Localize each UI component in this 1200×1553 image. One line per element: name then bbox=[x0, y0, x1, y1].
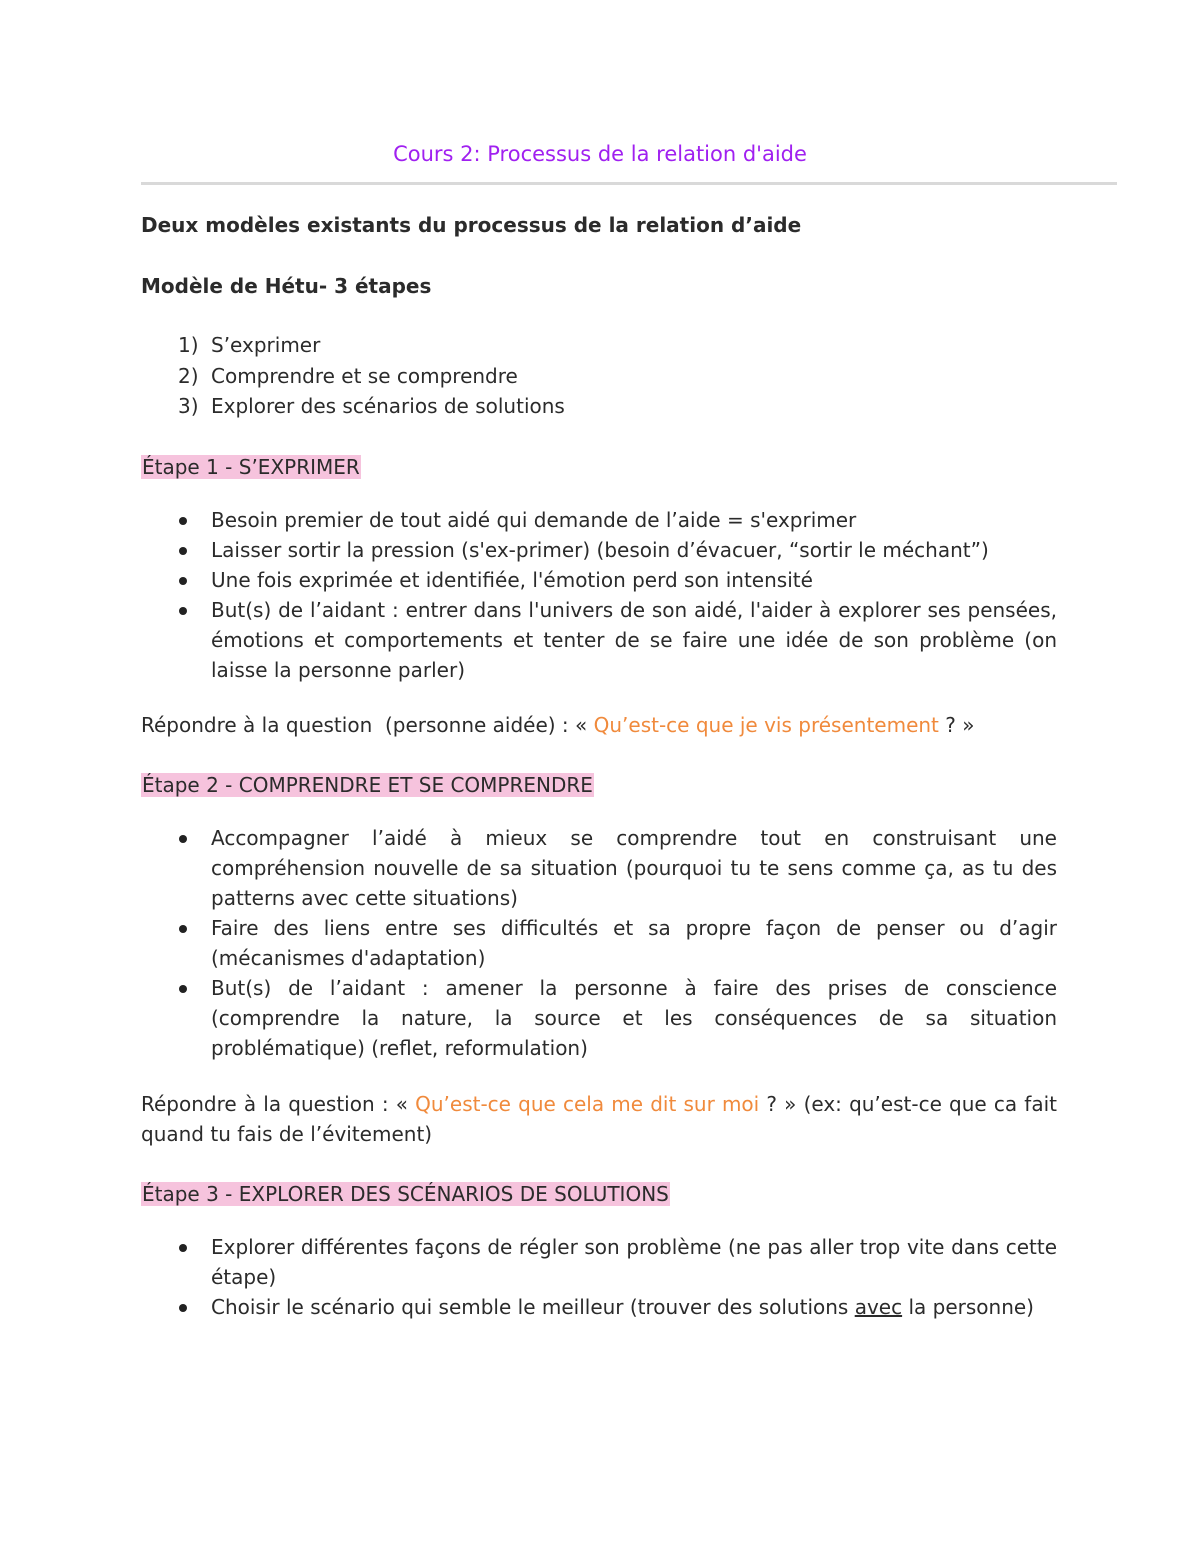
list-item: Accompagner l’aidé à mieux se comprendre tout en construisant une compréhension nouvelle de sa situation (pourquoi tu te sens comme ça, as tu des patterns avec cette situations) bbox=[211, 823, 1057, 913]
etape1-question: Répondre à la question (personne aidée) : « Qu’est-ce que je vis présentement ? » bbox=[141, 713, 975, 737]
hetu-heading: Modèle de Hétu- 3 étapes bbox=[141, 274, 432, 298]
list-item: Faire des liens entre ses difficultés et sa propre façon de penser ou d’agir (mécanismes d'adaptation) bbox=[211, 913, 1057, 973]
item-text: Comprendre et se comprendre bbox=[211, 364, 518, 388]
item-text: S’exprimer bbox=[211, 333, 321, 357]
bullet-icon bbox=[179, 547, 187, 555]
bullet-icon bbox=[179, 607, 187, 615]
list-item: Laisser sortir la pression (s'ex-primer) (besoin d’évacuer, “sortir le méchant”) bbox=[211, 535, 1057, 565]
numbered-item bbox=[178, 391, 565, 421]
etape3-heading: Étape 3 - EXPLORER DES SCÉNARIOS DE SOLUTIONS bbox=[142, 1182, 669, 1206]
etape1-heading-row bbox=[141, 452, 1057, 482]
list-item: Une fois exprimée et identifiée, l'émotion perd son intensité bbox=[211, 565, 1057, 595]
numbered-item bbox=[178, 361, 518, 391]
etape2-heading: Étape 2 - COMPRENDRE ET SE COMPRENDRE bbox=[142, 773, 593, 797]
item-number: 1) bbox=[178, 333, 199, 357]
list-item: Explorer différentes façons de régler son problème (ne pas aller trop vite dans cette étape) bbox=[211, 1232, 1057, 1292]
underlined-word: avec bbox=[854, 1295, 903, 1319]
bullet-icon bbox=[179, 1244, 187, 1252]
list-item: Choisir le scénario qui semble le meilleur (trouver des solutions avec la personne) bbox=[211, 1292, 1057, 1322]
title-divider bbox=[141, 182, 1117, 185]
bullet-icon bbox=[179, 985, 187, 993]
page-title: Cours 2: Processus de la relation d'aide bbox=[393, 142, 807, 166]
etape3-heading-row bbox=[141, 1179, 1057, 1209]
bullet-icon bbox=[179, 925, 187, 933]
question-highlight: Qu’est-ce que je vis présentement bbox=[593, 713, 939, 737]
item-number: 3) bbox=[178, 394, 199, 418]
bullet-icon bbox=[179, 517, 187, 525]
etape1-bullets bbox=[211, 505, 1057, 685]
bullet-icon bbox=[179, 1304, 187, 1312]
list-item: But(s) de l’aidant : amener la personne à faire des prises de conscience (comprendre la nature, la source et les conséquences de sa situation problématique) (reflet, reformulation) bbox=[211, 973, 1057, 1063]
item-number: 2) bbox=[178, 364, 199, 388]
bullet-icon bbox=[179, 835, 187, 843]
etape3-bullets bbox=[211, 1232, 1057, 1322]
models-heading: Deux modèles existants du processus de la relation d’aide bbox=[141, 213, 802, 237]
etape2-bullets bbox=[211, 823, 1057, 1063]
bullet-icon bbox=[179, 577, 187, 585]
etape2-heading-row bbox=[141, 770, 1057, 800]
list-item: But(s) de l’aidant : entrer dans l'univers de son aidé, l'aider à explorer ses pensées, émotions et comportements et tenter de se faire une idée de son problème (on laisse la personne parler) bbox=[211, 595, 1057, 685]
etape1-heading: Étape 1 - S’EXPRIMER bbox=[142, 455, 360, 479]
item-text: Explorer des scénarios de solutions bbox=[211, 394, 565, 418]
etape2-question: Répondre à la question : « Qu’est-ce que cela me dit sur moi ? » (ex: qu’est-ce que ca fait quand tu fais de l’évitement) bbox=[141, 1092, 1057, 1146]
numbered-item bbox=[178, 330, 321, 360]
question-highlight: Qu’est-ce que cela me dit sur moi bbox=[415, 1092, 760, 1116]
list-item: Besoin premier de tout aidé qui demande de l’aide = s'exprimer bbox=[211, 505, 1057, 535]
